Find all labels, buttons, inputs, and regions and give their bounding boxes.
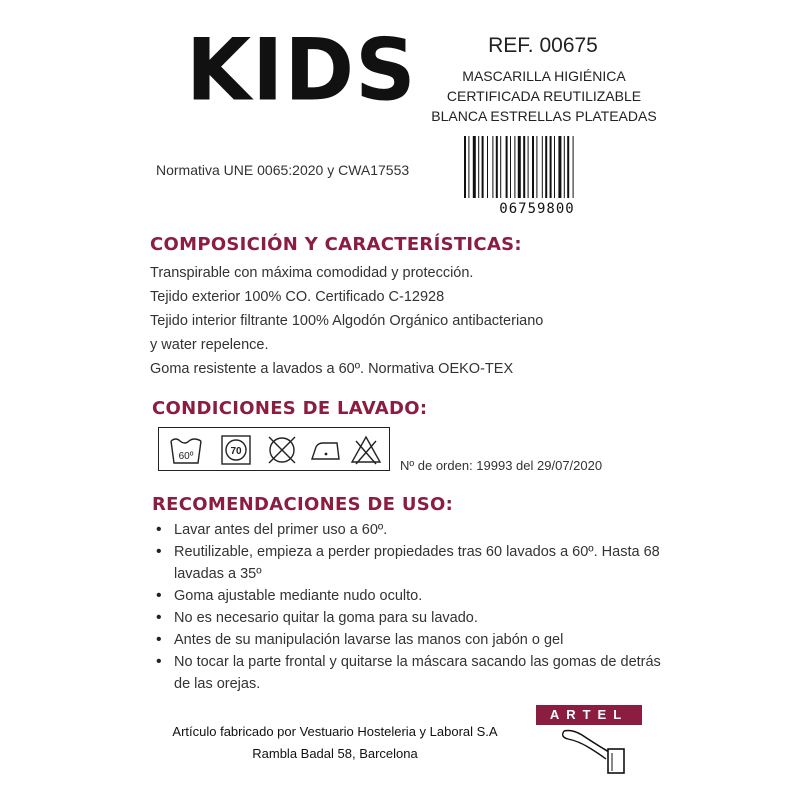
composicion-line: Tejido exterior 100% CO. Certificado C-12928 xyxy=(150,289,445,305)
recomendaciones-heading: RECOMENDACIONES DE USO: xyxy=(152,494,454,515)
barcode-bar xyxy=(492,136,493,198)
barcode-bar xyxy=(545,136,547,198)
address-line: Rambla Badal 58, Barcelona xyxy=(252,746,418,761)
barcode-bar xyxy=(532,136,534,198)
barcode-bar xyxy=(528,136,529,198)
lavado-heading: CONDICIONES DE LAVADO: xyxy=(152,398,428,419)
description-line: BLANCA ESTRELLAS PLATEADAS xyxy=(431,108,657,124)
recomendacion-item: • Lavar antes del primer uso a 60º. xyxy=(156,519,676,541)
recomendacion-item: • Goma ajustable mediante nudo oculto. xyxy=(156,585,676,607)
product-reference: REF. 00675 xyxy=(488,34,598,57)
barcode-bar xyxy=(487,136,488,198)
barcode-bar xyxy=(482,136,484,198)
barcode-bar xyxy=(506,136,508,198)
brand-title: KIDS xyxy=(186,20,417,120)
recomendacion-item: • No es necesario quitar la goma para su lavado. xyxy=(156,607,676,629)
composicion-line: Tejido interior filtrante 100% Algodón Orgánico antibacteriano xyxy=(150,313,544,329)
barcode-bar xyxy=(564,136,565,198)
wash-60-icon xyxy=(169,433,203,467)
barcode-bar xyxy=(478,136,479,198)
recomendacion-item: • Antes de su manipulación lavarse las manos con jabón o gel xyxy=(156,629,676,651)
recomendaciones-list xyxy=(156,519,676,695)
dry-temp-label: 70 xyxy=(230,446,242,457)
composicion-line: y water repelence. xyxy=(150,337,269,353)
barcode-bar xyxy=(554,136,555,198)
barcode-bar xyxy=(514,136,515,198)
care-symbols-box xyxy=(158,427,390,471)
do-not-dryclean-icon xyxy=(265,433,299,467)
iron-low-icon xyxy=(309,433,343,467)
barcode-bar xyxy=(523,136,525,198)
barcode-bar xyxy=(518,136,521,198)
normativa-text: Normativa UNE 0065:2020 y CWA17553 xyxy=(156,162,410,178)
artel-logo xyxy=(536,705,642,777)
tumble-dry-70-icon xyxy=(219,433,253,467)
barcode-bar xyxy=(500,136,501,198)
barcode-bar xyxy=(558,136,561,198)
barcode-bar xyxy=(473,136,476,198)
barcode-bar xyxy=(468,136,469,198)
recomendacion-item: • No tocar la parte frontal y quitarse la máscara sacando las gomas de detrás de las orejas. xyxy=(156,651,676,695)
barcode xyxy=(462,136,612,198)
barcode-bar xyxy=(536,136,537,198)
barcode-bar xyxy=(464,136,466,198)
do-not-bleach-icon xyxy=(349,433,383,467)
logo-wordmark: ARTEL xyxy=(536,705,642,725)
description-line: CERTIFICADA REUTILIZABLE xyxy=(446,88,642,104)
composicion-line: Transpirable con máxima comodidad y protección. xyxy=(150,265,474,281)
product-description xyxy=(408,66,680,126)
description-line: MASCARILLA HIGIÉNICA xyxy=(462,68,626,84)
barcode-bar xyxy=(510,136,511,198)
composicion-heading: COMPOSICIÓN Y CARACTERÍSTICAS: xyxy=(150,234,522,255)
composicion-line: Goma resistente a lavados a 60º. Normativa OEKO-TEX xyxy=(150,361,514,377)
composicion-list xyxy=(150,261,543,381)
recomendacion-item: • Reutilizable, empieza a perder propiedades tras 60 lavados a 60º. Hasta 68 lavadas a 35º xyxy=(156,541,676,585)
barcode-number: 06759800 xyxy=(499,201,575,217)
barcode-bar xyxy=(567,136,569,198)
barcode-bar xyxy=(496,136,498,198)
manufacturer-footer xyxy=(150,721,520,765)
barcode-bar xyxy=(573,136,574,198)
wash-temp-label: 60º xyxy=(178,451,194,462)
manufacturer-line: Artículo fabricado por Vestuario Hosteleria y Laboral S.A xyxy=(172,724,498,739)
hanger-hand-icon xyxy=(542,725,642,777)
barcode-bar xyxy=(542,136,543,198)
barcode-bar xyxy=(550,136,552,198)
orden-number: Nº de orden: 19993 del 29/07/2020 xyxy=(400,458,603,473)
